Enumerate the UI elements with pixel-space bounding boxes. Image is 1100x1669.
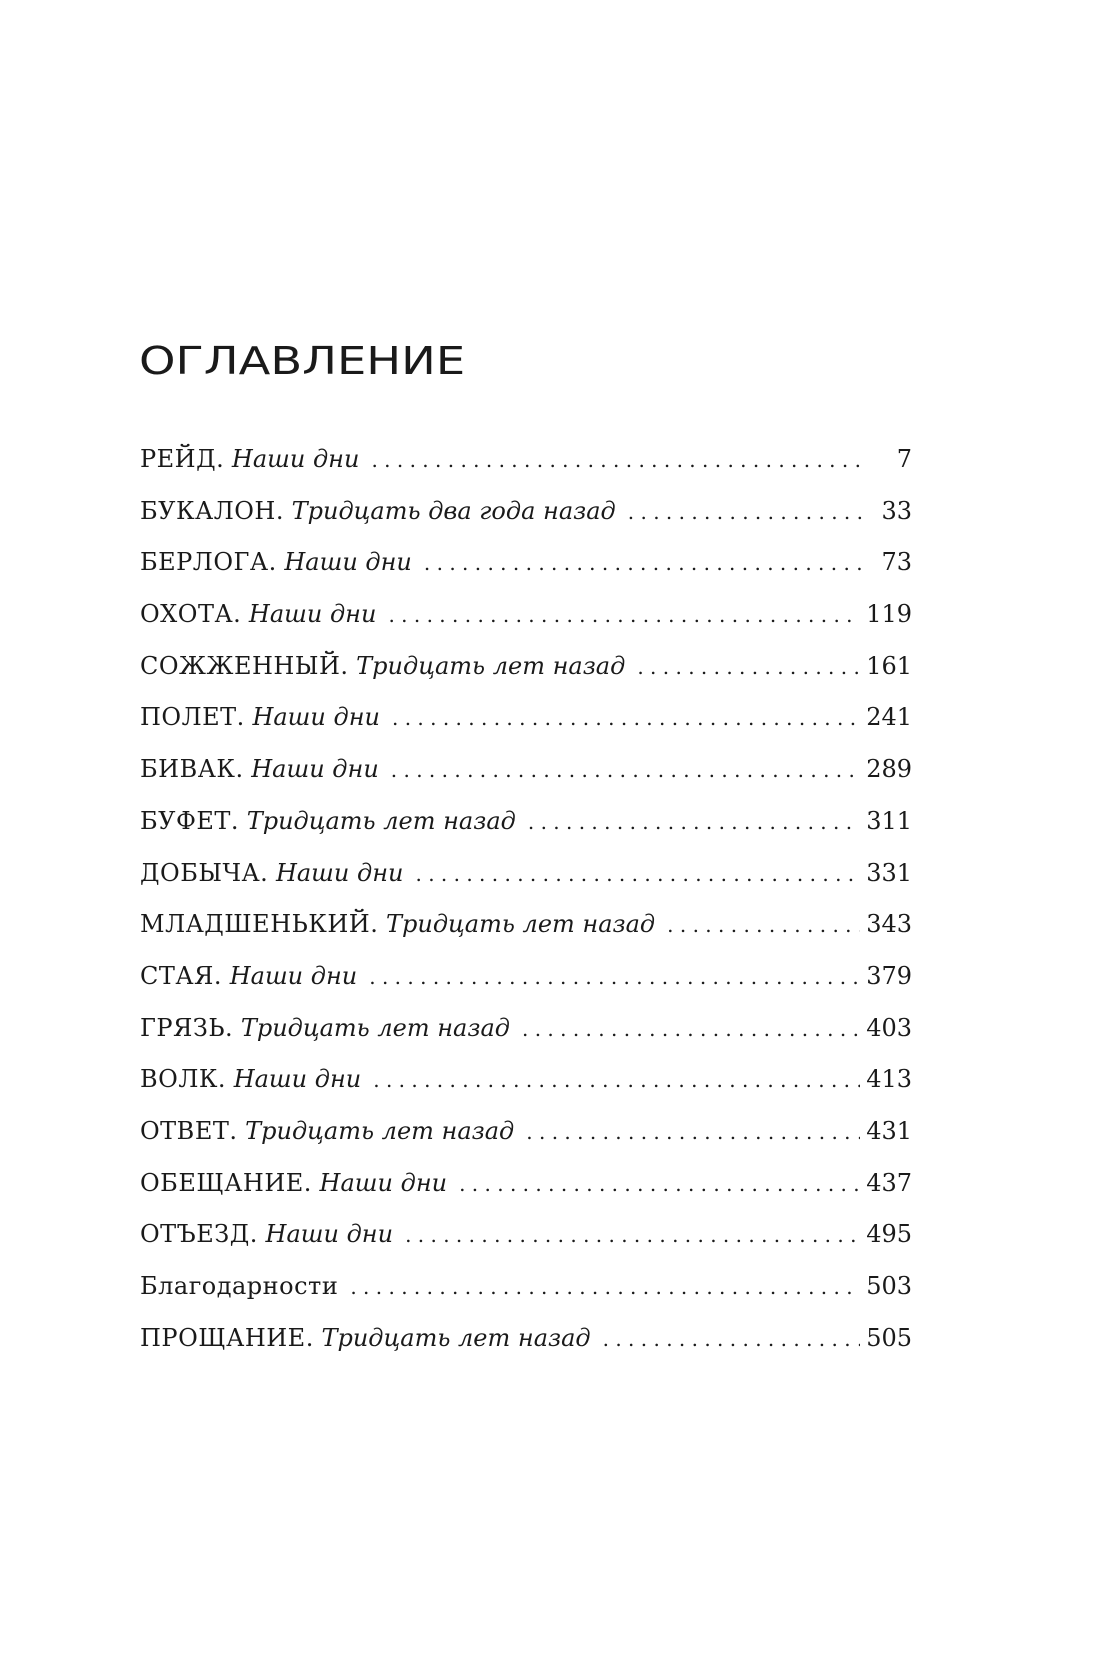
toc-page-number: 33 <box>881 496 912 525</box>
toc-chapter-title: СТАЯ. <box>140 961 223 990</box>
toc-entry <box>140 537 912 589</box>
toc-page-number: 311 <box>866 806 912 835</box>
toc-chapter-title: ВОЛК. <box>140 1065 227 1094</box>
toc-chapter-time: Наши дни <box>275 858 404 887</box>
toc-chapter-time: Наши дни <box>319 1168 448 1197</box>
toc-chapter-time: Тридцать два года назад <box>291 496 616 525</box>
toc-chapter-title: БИВАК. <box>140 755 244 784</box>
toc-chapter-title: ПРОЩАНИЕ. <box>140 1323 314 1352</box>
toc-page-number: 413 <box>866 1065 912 1094</box>
toc-chapter-time: Тридцать лет назад <box>321 1323 591 1352</box>
toc-page-number: 343 <box>866 910 912 939</box>
toc-chapter-title: Благодарности <box>140 1272 339 1300</box>
toc-entry <box>140 434 912 486</box>
toc-entry <box>140 486 912 538</box>
toc-entry <box>140 1054 912 1106</box>
toc-page-number: 241 <box>866 703 912 732</box>
toc-entry <box>140 1158 912 1210</box>
toc-dot-leader <box>637 642 860 693</box>
toc-chapter-title: ГРЯЗЬ. <box>140 1013 234 1042</box>
table-of-contents <box>140 434 912 1364</box>
toc-dot-leader <box>528 797 860 848</box>
toc-entry <box>140 692 912 744</box>
toc-chapter-title: ОТВЕТ. <box>140 1116 238 1145</box>
toc-page-number: 403 <box>866 1013 912 1042</box>
toc-chapter-title: ДОБЫЧА. <box>140 858 269 887</box>
toc-chapter-title: БЕРЛОГА. <box>140 548 277 577</box>
toc-dot-leader <box>667 900 860 951</box>
toc-page-number: 161 <box>866 651 912 680</box>
toc-entry <box>140 1106 912 1158</box>
toc-dot-leader <box>628 487 866 538</box>
toc-entry <box>140 744 912 796</box>
toc-dot-leader <box>526 1107 860 1158</box>
toc-entry <box>140 1003 912 1055</box>
toc-entry <box>140 641 912 693</box>
toc-page-number: 119 <box>866 600 912 629</box>
toc-page-number: 437 <box>866 1168 912 1197</box>
toc-dot-leader <box>391 745 860 796</box>
toc-chapter-title: СОЖЖЕННЫЙ. <box>140 651 349 680</box>
toc-dot-leader <box>415 849 860 900</box>
toc-chapter-time: Наши дни <box>284 548 412 577</box>
toc-chapter-time: Наши дни <box>251 755 379 784</box>
toc-chapter-time: Тридцать лет назад <box>245 1116 515 1145</box>
toc-chapter-title: ОБЕЩАНИЕ. <box>140 1168 312 1197</box>
toc-chapter-time: Наши дни <box>265 1220 394 1249</box>
toc-chapter-time: Наши дни <box>233 1065 362 1094</box>
toc-chapter-time: Тридцать лет назад <box>356 651 626 680</box>
toc-chapter-title: ОХОТА. <box>140 600 242 629</box>
toc-chapter-title: БУКАЛОН. <box>140 496 284 525</box>
toc-dot-leader <box>371 435 866 486</box>
toc-page-number: 495 <box>866 1220 912 1249</box>
toc-entry <box>140 589 912 641</box>
toc-page-number: 431 <box>866 1116 912 1145</box>
toc-entry <box>140 848 912 900</box>
toc-chapter-time: Тридцать лет назад <box>240 1013 510 1042</box>
toc-dot-leader <box>405 1210 860 1261</box>
toc-chapter-title: ПОЛЕТ. <box>140 703 245 732</box>
toc-page-number: 503 <box>866 1272 912 1300</box>
toc-dot-leader <box>424 538 866 589</box>
toc-dot-leader <box>373 1055 860 1106</box>
toc-chapter-time: Наши дни <box>252 703 380 732</box>
toc-entry <box>140 1261 912 1313</box>
toc-dot-leader <box>392 693 860 744</box>
toc-dot-leader <box>388 590 860 641</box>
toc-chapter-time: Наши дни <box>248 600 377 629</box>
toc-chapter-time: Наши дни <box>229 961 358 990</box>
toc-dot-leader <box>350 1262 860 1313</box>
toc-dot-leader <box>459 1159 860 1210</box>
toc-dot-leader <box>603 1314 861 1365</box>
toc-entry <box>140 1209 912 1261</box>
toc-dot-leader <box>522 1004 860 1055</box>
toc-dot-leader <box>369 952 860 1003</box>
toc-entry <box>140 899 912 951</box>
toc-page-number: 73 <box>881 548 912 577</box>
toc-page-number: 7 <box>896 445 912 473</box>
toc-entry <box>140 951 912 1003</box>
toc-chapter-time: Тридцать лет назад <box>246 806 516 835</box>
toc-page-number: 331 <box>866 858 912 887</box>
toc-entry <box>140 796 912 848</box>
toc-page-number: 289 <box>866 755 912 784</box>
toc-chapter-title: ОТЪЕЗД. <box>140 1220 258 1249</box>
toc-chapter-time: Наши дни <box>231 445 360 473</box>
toc-page-number: 505 <box>866 1323 912 1352</box>
toc-entry <box>140 1313 912 1365</box>
toc-page-number: 379 <box>866 961 912 990</box>
toc-chapter-title: МЛАДШЕНЬКИЙ. <box>140 910 379 939</box>
toc-chapter-title: БУФЕТ. <box>140 806 240 835</box>
toc-chapter-time: Тридцать лет назад <box>386 910 656 939</box>
toc-chapter-title: РЕЙД. <box>140 445 225 473</box>
page-title: ОГЛАВЛЕНИЕ <box>139 339 466 383</box>
